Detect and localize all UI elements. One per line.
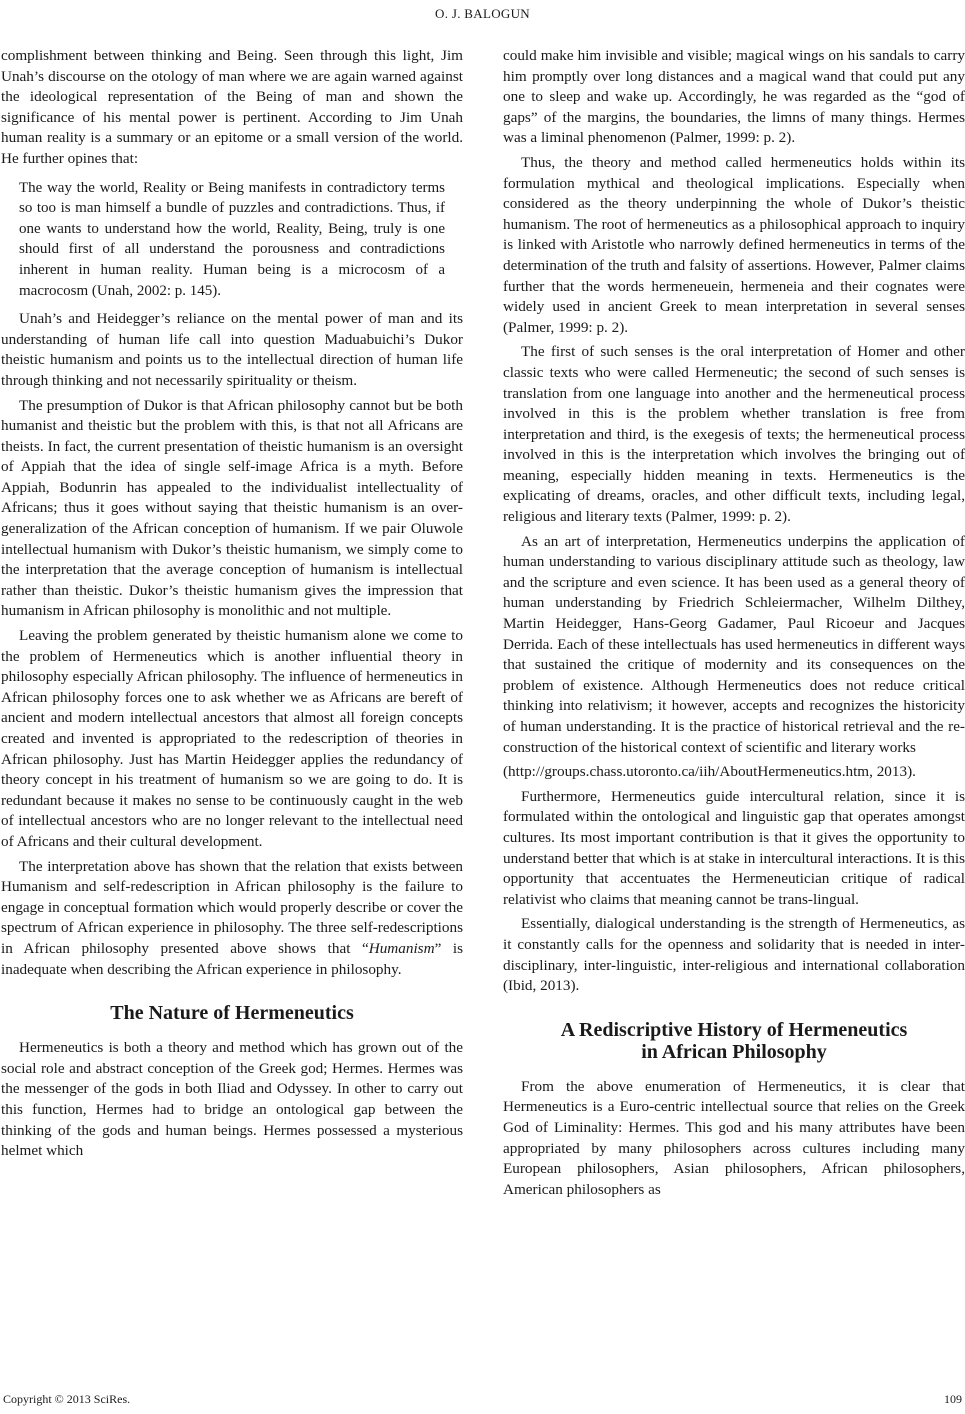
paragraph: Thus, the theory and method called hermeneutics holds within its formulation mythical and theological implications. Especially when considered as the theory underpinning the whole of Dukor’s theistic humanism. The root of hermeneutics as a philosophical approach to inquiry is linked with Aristotle who narrowly defined hermeneutics in terms of the determination of the truth and falsity of assertions. However, Palmer claims further that the words hermeneuein, hermeneia and their cognates were widely used in ancient Greek to mean interpretation in several senses (Palmer, 1999: p. 2). bbox=[503, 153, 965, 336]
paragraph: The presumption of Dukor is that African philosophy cannot but be both humanist and theistic but the problem with this, is that not all Africans are theists. In fact, the current presentation of theistic humanism is an oversight of Appiah that the idea of single self-image Africa is a myth. Before Appiah, Bodunrin has appealed to the individualist intellectuality of Africans; thus it goes without saying that theistic humanism is an over-generalization of the African conception of humanism. If we pair Oluwole intellectual humanism with Dukor’s theistic humanism, we simply come to the interpretation that the average conception of humanism is intellectual rather than theistic. Dukor’s theistic humanism gives the impression that humanism in African philosophy is monolithic and not multiple. bbox=[1, 396, 463, 620]
paragraph-text: The interpretation above has shown that the relation that exists between Humanism and self-redescription in African philosophy is the failure to engage in conceptual formation which would properly describe or cover the spectrum of African experience in philosophy. The three self-redescriptions in African philosophy presented above shows that “ bbox=[1, 857, 463, 957]
paragraph: From the above enumeration of Hermeneutics, it is clear that Hermeneutics is a Euro-centric intellectual source that relies on the Greek God of Liminality: Hermes. This god and his many attributes have been appropriated by many philosophers across cultures including many European philosophers, Asian philosophers, African philosophers, American philosophers as bbox=[503, 1077, 965, 1198]
left-column bbox=[1, 46, 463, 1166]
paragraph: Hermeneutics is both a theory and method which has grown out of the social role and abstract conception of the Greek god; Hermes. Hermes was the messenger of the gods in both Iliad and Odyssey. In other to carry out this function, Hermes had to bridge an ontological gap between the thinking of the gods and human beings. Hermes possessed a mysterious helmet which bbox=[1, 1039, 463, 1160]
paragraph: complishment between thinking and Being. Seen through this light, Jim Unah’s discourse on the otology of man where we are again warned against the ideological representation of the Being of man and shown the significance of his mental power is pertinent. According to Jim Unah human reality is a summary or an epitome or a small version of the world. He further opines that: bbox=[1, 47, 463, 167]
heading-line: in African Philosophy bbox=[641, 1040, 827, 1063]
running-head: O. J. BALOGUN bbox=[435, 6, 530, 21]
copyright-notice: Copyright © 2013 SciRes. bbox=[3, 1392, 131, 1406]
emphasis-term: Humanism bbox=[368, 939, 435, 957]
paragraph: Leaving the problem generated by theistic humanism alone we come to the problem of Hermeneutics which is another influential theory in philosophy especially African philosophy. The influence of hermeneutics in African philosophy forces one to ask whether we as Africans are bereft of ancient and modern intellectual ancestors that almost all foreign concepts created and invented is appropriated to the redescription of theories in African philosophy. Just has Martin Heidegger applies the redundancy of theory concept in his treatment of humanism so we are going to do. It is redundant because it makes no sense to be continuously caught in the web of intellectual ancestors who are no longer relevant to the intellectual need of Africans and their cultural development. bbox=[1, 627, 463, 850]
reference-url: (http://groups.chass.utoronto.ca/iih/AboutHermeneutics.htm, 2013). bbox=[503, 763, 916, 781]
block-quote: The way the world, Reality or Being manifests in contradictory terms so too is man himself a bundle of puzzles and contradictions. Thus, if one wants to understand how the world, Reality, Being, truly is one should first of all understand the porousness and contradictions inherent in human reality. Human being is a microcosm of a macrocosm (Unah, 2002: p. 145). bbox=[19, 179, 445, 299]
paragraph: Furthermore, Hermeneutics guide intercultural relation, since it is formulated within the ontological and linguistic gap that operates amongst cultures. Its most important contribution is that it gives the opportunity to understand better that which is at stake in intercultural interactions. It is this opportunity that accentuates the Hermeneutician critique of radical relativist who claims that meaning cannot be trans-lingual. bbox=[503, 787, 965, 908]
right-column bbox=[503, 46, 965, 1204]
page-number: 109 bbox=[944, 1392, 962, 1406]
paragraph: As an art of interpretation, Hermeneutics underpins the application of human understanding to various disciplinary attitude such as theology, law and the scripture and even science. It has been used as a general theory of human understanding by Friedrich Schleiermacher, Wilhelm Dilthey, Martin Heidegger, Hans-Georg Gadamer, Paul Ricoeur and Jacques Derrida. Each of these intellectuals has used hermeneutics in different ways that sustained the critique of modernity and its consequences on the problem of existence. Although Hermeneutics does not reduce critical thinking into relativism; it however, accepts and recognizes the historicity of human understanding. It is the practice of historical retrieval and the re-construction of the historical context of scientific and literary works bbox=[503, 532, 965, 756]
paragraph: Unah’s and Heidegger’s reliance on the mental power of man and its understanding of human life call into question Maduabuichi’s Dukor theistic humanism and points us to the intellectual direction of human life through thinking and not necessarily spirituality or theism. bbox=[1, 310, 463, 389]
paragraph: could make him invisible and visible; magical wings on his sandals to carry him promptly over long distances and a magical wand that could put any one to sleep and wake up. Accordingly, he was regarded as the “god of gaps” of the margins, the boundaries, the limns of many things. Hermes was a liminal phenomenon (Palmer, 1999: p. 2). bbox=[503, 47, 965, 147]
paragraph-text: ” is inadequate when describing the African experience in philosophy. bbox=[1, 939, 463, 978]
paragraph bbox=[1, 857, 463, 981]
heading-line: A Rediscriptive History of Hermeneutics bbox=[560, 1018, 908, 1041]
paragraph: The first of such senses is the oral interpretation of Homer and other classic texts who were called Hermeneutic; the second of such senses is translation from one language into another and the hermeneutical process involved in this is the problem whether translation is free from interpretation and third, is the exegesis of texts; the hermeneutical process involved in this is the interpretation which involves the bringing out of meaning, especially hidden meaning in texts. Hermeneutics is the explicating of dreams, oracles, and other difficult texts, including legal, religious and literary texts (Palmer, 1999: p. 2). bbox=[503, 343, 965, 526]
section-heading: The Nature of Hermeneutics bbox=[110, 1002, 354, 1025]
paragraph: Essentially, dialogical understanding is the strength of Hermeneutics, as it constantly calls for the openness and solidarity that is needed in inter-disciplinary, inter-linguistic, inter-religious and international collaboration (Ibid, 2013). bbox=[503, 915, 965, 995]
section-heading bbox=[503, 1019, 965, 1063]
